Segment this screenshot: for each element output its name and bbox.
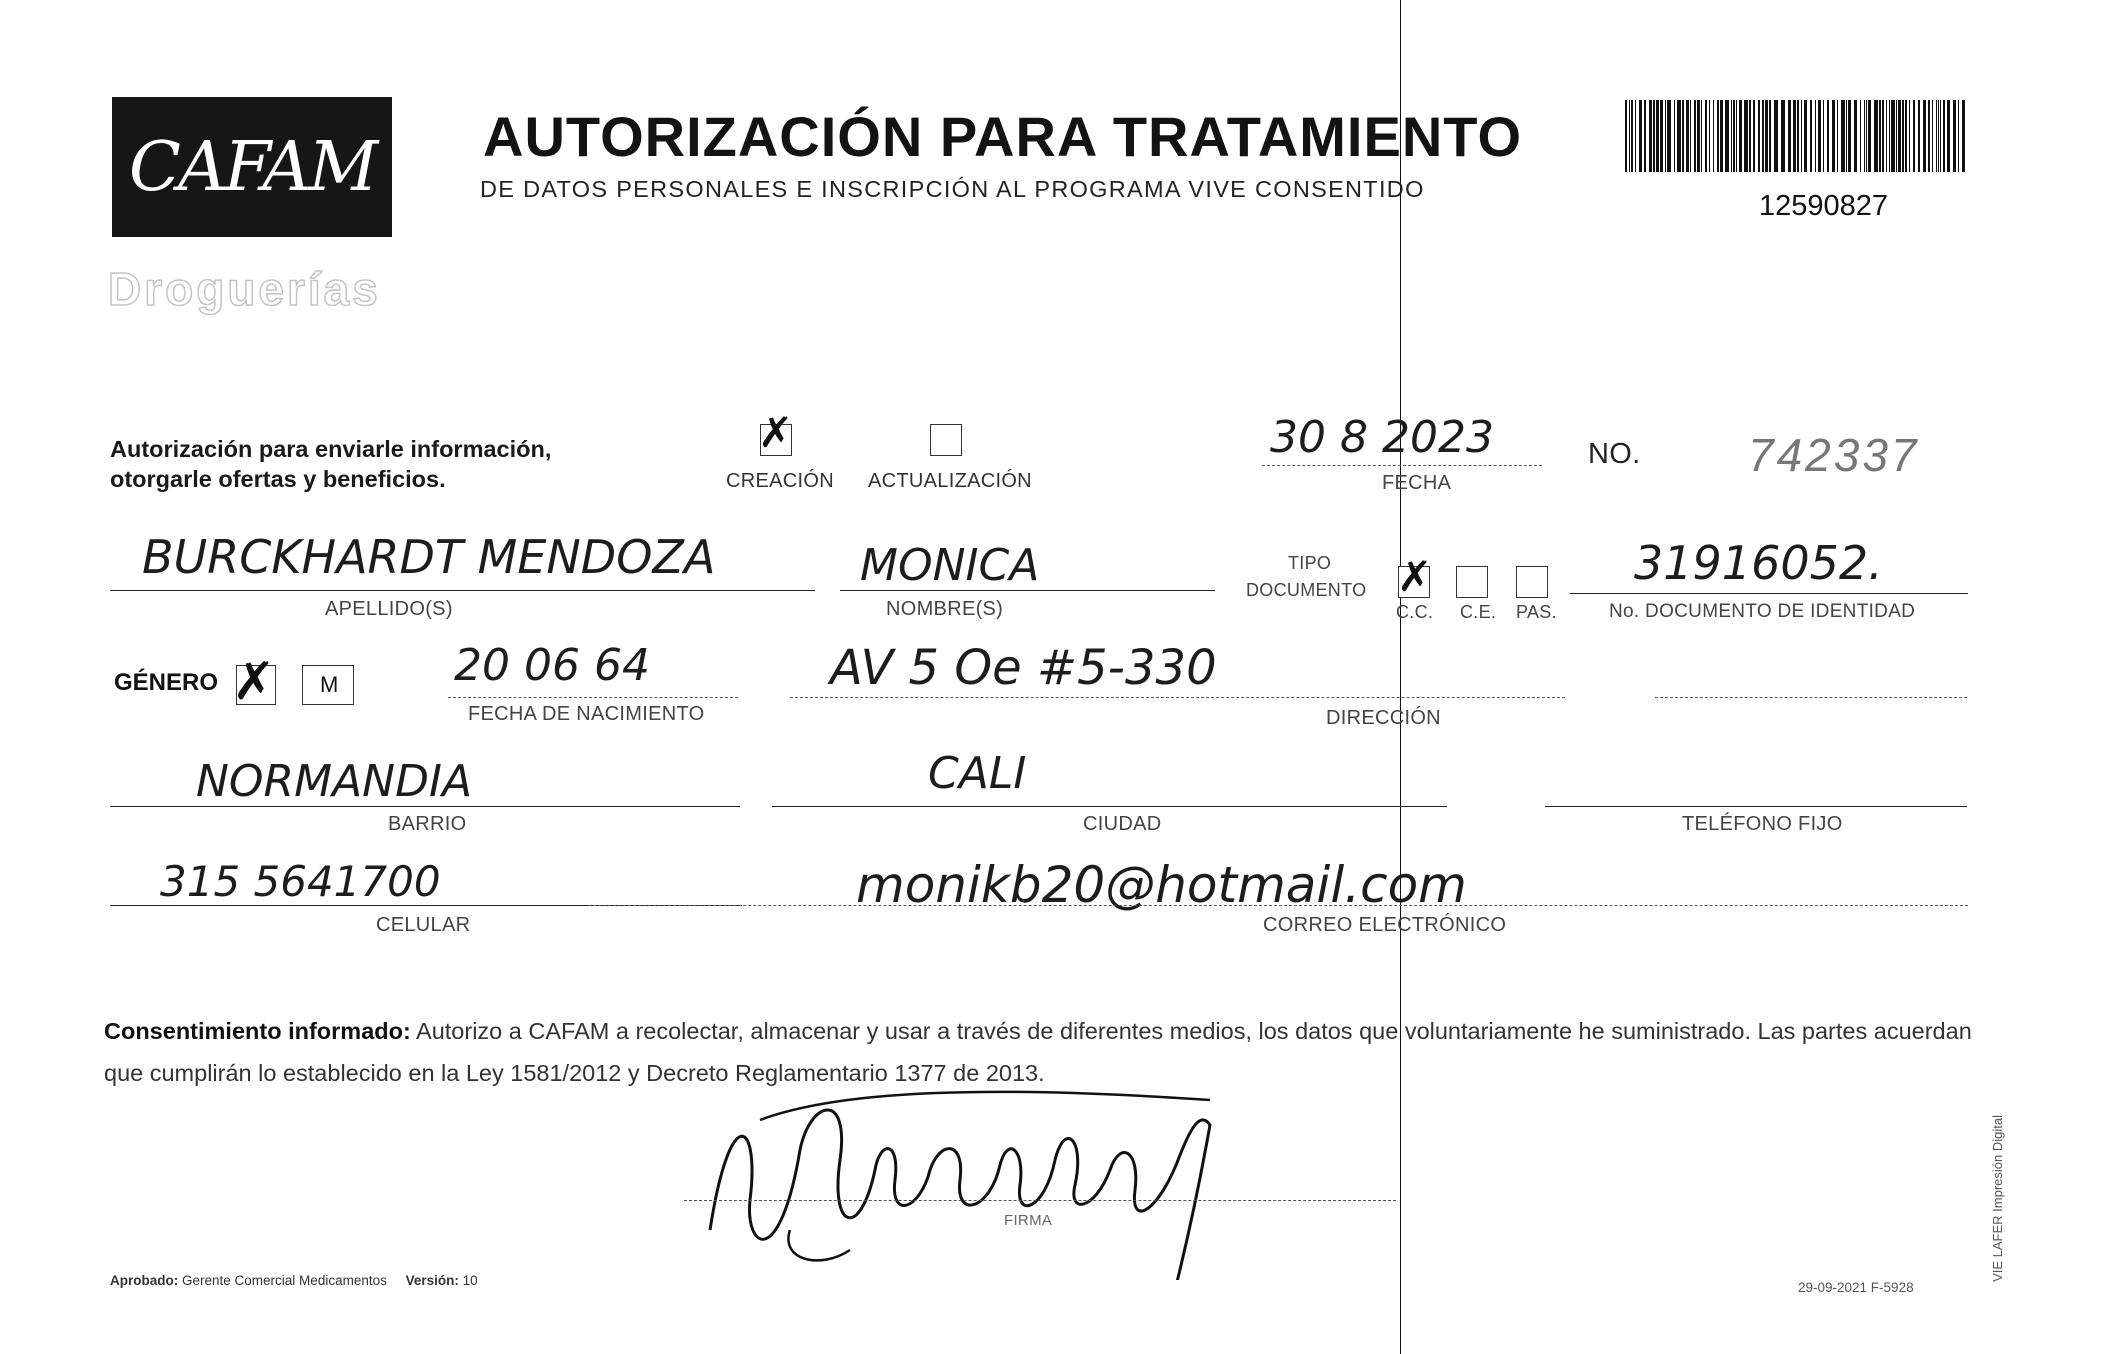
direccion-value[interactable]: AV 5 Oe #5-330: [830, 640, 1217, 696]
documento-label: DOCUMENTO: [1246, 580, 1367, 600]
barcode-bar: [1725, 100, 1729, 172]
footer-version-value: 10: [462, 1273, 478, 1288]
barcode-bar: [1749, 100, 1751, 172]
barcode-bar: [1866, 100, 1867, 172]
barcode-bar: [1709, 100, 1710, 172]
barcode-bar: [1629, 100, 1630, 172]
barcode-bar: [1694, 100, 1696, 172]
barcode-bar: [1677, 100, 1681, 172]
barcode-bar: [1697, 100, 1700, 172]
barcode-bar: [1801, 100, 1802, 172]
barrio-value[interactable]: NORMANDIA: [196, 756, 473, 807]
barcode-number: 12590827: [1759, 190, 1889, 222]
barcode-bar: [1848, 100, 1851, 172]
signature-label: FIRMA: [1004, 1212, 1053, 1229]
barcode-bar: [1928, 100, 1930, 172]
barcode-bar: [1879, 100, 1881, 172]
barcode-bar: [1717, 100, 1719, 172]
documento-line: [1570, 593, 1968, 594]
barcode-bar: [1947, 100, 1950, 172]
barcode-bar: [1639, 100, 1642, 172]
fecha-value[interactable]: 30 8 2023: [1270, 412, 1494, 463]
barcode-bar: [1804, 100, 1807, 172]
barcode-bar: [1860, 100, 1861, 172]
barcode-bar: [1827, 100, 1829, 172]
barcode-bar: [1898, 100, 1901, 172]
footer-approved-label: Aprobado:: [110, 1273, 179, 1288]
authorization-text: [110, 434, 551, 494]
telefono-line: [1545, 806, 1967, 807]
barcode-bar: [1665, 100, 1666, 172]
barcode-bar: [1739, 100, 1742, 172]
barcode-bar: [1744, 100, 1748, 172]
cc-check-mark: ✗: [1397, 552, 1433, 601]
barcode-bar: [1733, 100, 1735, 172]
nacimiento-label: FECHA DE NACIMIENTO: [468, 703, 705, 725]
barcode-bar: [1649, 100, 1652, 172]
page-title: AUTORIZACIÓN PARA TRATAMIENTO: [483, 105, 1523, 168]
footer-version-label: Versión:: [405, 1273, 459, 1288]
barcode-bar: [1889, 100, 1890, 172]
fecha-label: FECHA: [1382, 472, 1452, 494]
barcode-bar: [1854, 100, 1857, 172]
ce-label: C.E.: [1460, 602, 1497, 622]
barcode-bar: [1653, 100, 1655, 172]
barcode-bar: [1753, 100, 1755, 172]
barcode-bar: [1810, 100, 1812, 172]
ciudad-label: CIUDAD: [1083, 813, 1162, 835]
barcode-bar: [1705, 100, 1707, 172]
barcode-bar: [1667, 100, 1671, 172]
barcode-bar: [1823, 100, 1824, 172]
barcode-bar: [1788, 100, 1791, 172]
barcode-bar: [1731, 100, 1732, 172]
scan-fold-line: [1400, 0, 1401, 1354]
genero-label: GÉNERO: [114, 669, 219, 696]
signature-image[interactable]: [690, 1080, 1250, 1280]
tipo-label: TIPO: [1288, 553, 1332, 573]
authorization-line-1: Autorización para enviarle información,: [110, 436, 552, 462]
cafam-logo: [112, 97, 392, 237]
barrio-label: BARRIO: [388, 813, 467, 835]
nacimiento-line: [448, 697, 738, 698]
barcode-bar: [1874, 100, 1878, 172]
email-line: [588, 905, 1968, 906]
cc-label: C.C.: [1396, 602, 1434, 622]
barcode-bar: [1793, 100, 1796, 172]
signature-line: [684, 1200, 1396, 1201]
documento-value[interactable]: 31916052.: [1634, 536, 1883, 590]
barcode-bar: [1896, 100, 1897, 172]
printer-side-text: VIE LAFER Impresión Digital: [1990, 1115, 2005, 1282]
barcode-bar: [1774, 100, 1778, 172]
pas-label: PAS.: [1516, 602, 1557, 622]
barcode-image: [1625, 100, 1965, 172]
barcode-bar: [1891, 100, 1895, 172]
footer-approval: [110, 1273, 478, 1288]
barcode-bar: [1631, 100, 1633, 172]
barcode-bar: [1940, 100, 1941, 172]
barcode-bar: [1656, 100, 1659, 172]
barcode-bar: [1635, 100, 1636, 172]
barcode-bar: [1868, 100, 1871, 172]
barcode-bar: [1690, 100, 1691, 172]
celular-value[interactable]: 315 5641700: [160, 857, 441, 906]
logo-text: CAFAM: [128, 127, 376, 207]
barcode-bar: [1832, 100, 1835, 172]
barcode-bar: [1953, 100, 1956, 172]
barcode-bar: [1797, 100, 1799, 172]
barcode-bar: [1625, 100, 1627, 172]
no-value: 742337: [1748, 429, 1920, 481]
actualizacion-label: ACTUALIZACIÓN: [868, 470, 1032, 492]
barcode-bar: [1644, 100, 1646, 172]
barcode-bar: [1837, 100, 1838, 172]
direccion-line-2: [1655, 697, 1967, 698]
barcode-bar: [1674, 100, 1675, 172]
documento-number-label: No. DOCUMENTO DE IDENTIDAD: [1609, 601, 1916, 622]
barcode-bar: [1720, 100, 1723, 172]
ciudad-line: [772, 806, 1447, 807]
barcode-bar: [1713, 100, 1714, 172]
consent-body: Autorizo a CAFAM a recolectar, almacenar y usar a través de diferentes medios, los datos que voluntariamente he suministrado. Las partes acuerdan que cumplirán lo establecido en la Ley 1581/2012 y Decreto Reglamentario 1377 de 2013.: [104, 1018, 1972, 1086]
consent-title: Consentimiento informado:: [104, 1018, 411, 1044]
barcode-bar: [1958, 100, 1959, 172]
nombres-value[interactable]: MONICA: [860, 540, 1040, 591]
barcode-bar: [1758, 100, 1760, 172]
ciudad-value[interactable]: CALI: [928, 748, 1027, 799]
actualizacion-checkbox[interactable]: [930, 424, 962, 456]
barcode-bar: [1923, 100, 1926, 172]
apellidos-value[interactable]: BURCKHARDT MENDOZA: [142, 530, 716, 584]
barcode-bar: [1943, 100, 1945, 172]
direccion-line: [790, 697, 1565, 698]
barcode-bar: [1762, 100, 1764, 172]
barcode-bar: [1864, 100, 1865, 172]
barcode-bar: [1781, 100, 1785, 172]
barcode-bar: [1886, 100, 1887, 172]
no-label: NO.: [1588, 438, 1641, 470]
barcode-bar: [1846, 100, 1847, 172]
barcode-bar: [1932, 100, 1933, 172]
barcode-bar: [1913, 100, 1915, 172]
barcode-bar: [1736, 100, 1737, 172]
logo-subtitle: Droguerías: [108, 263, 381, 315]
barcode-bar: [1918, 100, 1920, 172]
barcode-bar: [1938, 100, 1939, 172]
barcode-bar: [1660, 100, 1663, 172]
barcode-bar: [1936, 100, 1937, 172]
ce-checkbox[interactable]: [1456, 566, 1488, 598]
fecha-line: [1262, 465, 1542, 466]
apellidos-line: [110, 590, 815, 591]
direccion-label: DIRECCIÓN: [1326, 707, 1441, 729]
page-subtitle: DE DATOS PERSONALES E INSCRIPCIÓN AL PROGRAMA VIVE CONSENTIDO: [480, 176, 1425, 202]
barcode-bar: [1818, 100, 1821, 172]
barcode-bar: [1882, 100, 1884, 172]
creacion-label: CREACIÓN: [726, 470, 834, 492]
barcode-bar: [1815, 100, 1816, 172]
pas-checkbox[interactable]: [1516, 566, 1548, 598]
barcode-bar: [1902, 100, 1904, 172]
creacion-check-mark: ✗: [758, 408, 794, 457]
barcode-bar: [1682, 100, 1684, 172]
barcode-bar: [1905, 100, 1907, 172]
footer-form-code: 29-09-2021 F-5928: [1798, 1280, 1914, 1295]
genero-f-check-mark: ✗: [232, 652, 276, 712]
nombres-label: NOMBRE(S): [886, 598, 1004, 620]
apellidos-label: APELLIDO(S): [325, 598, 453, 620]
email-value[interactable]: monikb20@hotmail.com: [856, 856, 1467, 914]
telefono-label: TELÉFONO FIJO: [1682, 813, 1843, 835]
nacimiento-value[interactable]: 20 06 64: [454, 640, 650, 691]
genero-m-label: M: [320, 672, 339, 697]
footer-approved-value: Gerente Comercial Medicamentos: [182, 1273, 387, 1288]
email-label: CORREO ELECTRÓNICO: [1263, 914, 1507, 936]
barcode-bar: [1765, 100, 1768, 172]
barcode-bar: [1962, 100, 1965, 172]
barcode-bar: [1769, 100, 1771, 172]
barcode-bar: [1686, 100, 1689, 172]
barrio-line: [110, 806, 740, 807]
barcode-bar: [1841, 100, 1845, 172]
barcode-bar: [1909, 100, 1910, 172]
barcode-bar: [1701, 100, 1702, 172]
nombres-line: [840, 590, 1215, 591]
authorization-line-2: otorgarle ofertas y beneficios.: [110, 466, 446, 492]
celular-label: CELULAR: [376, 914, 471, 936]
